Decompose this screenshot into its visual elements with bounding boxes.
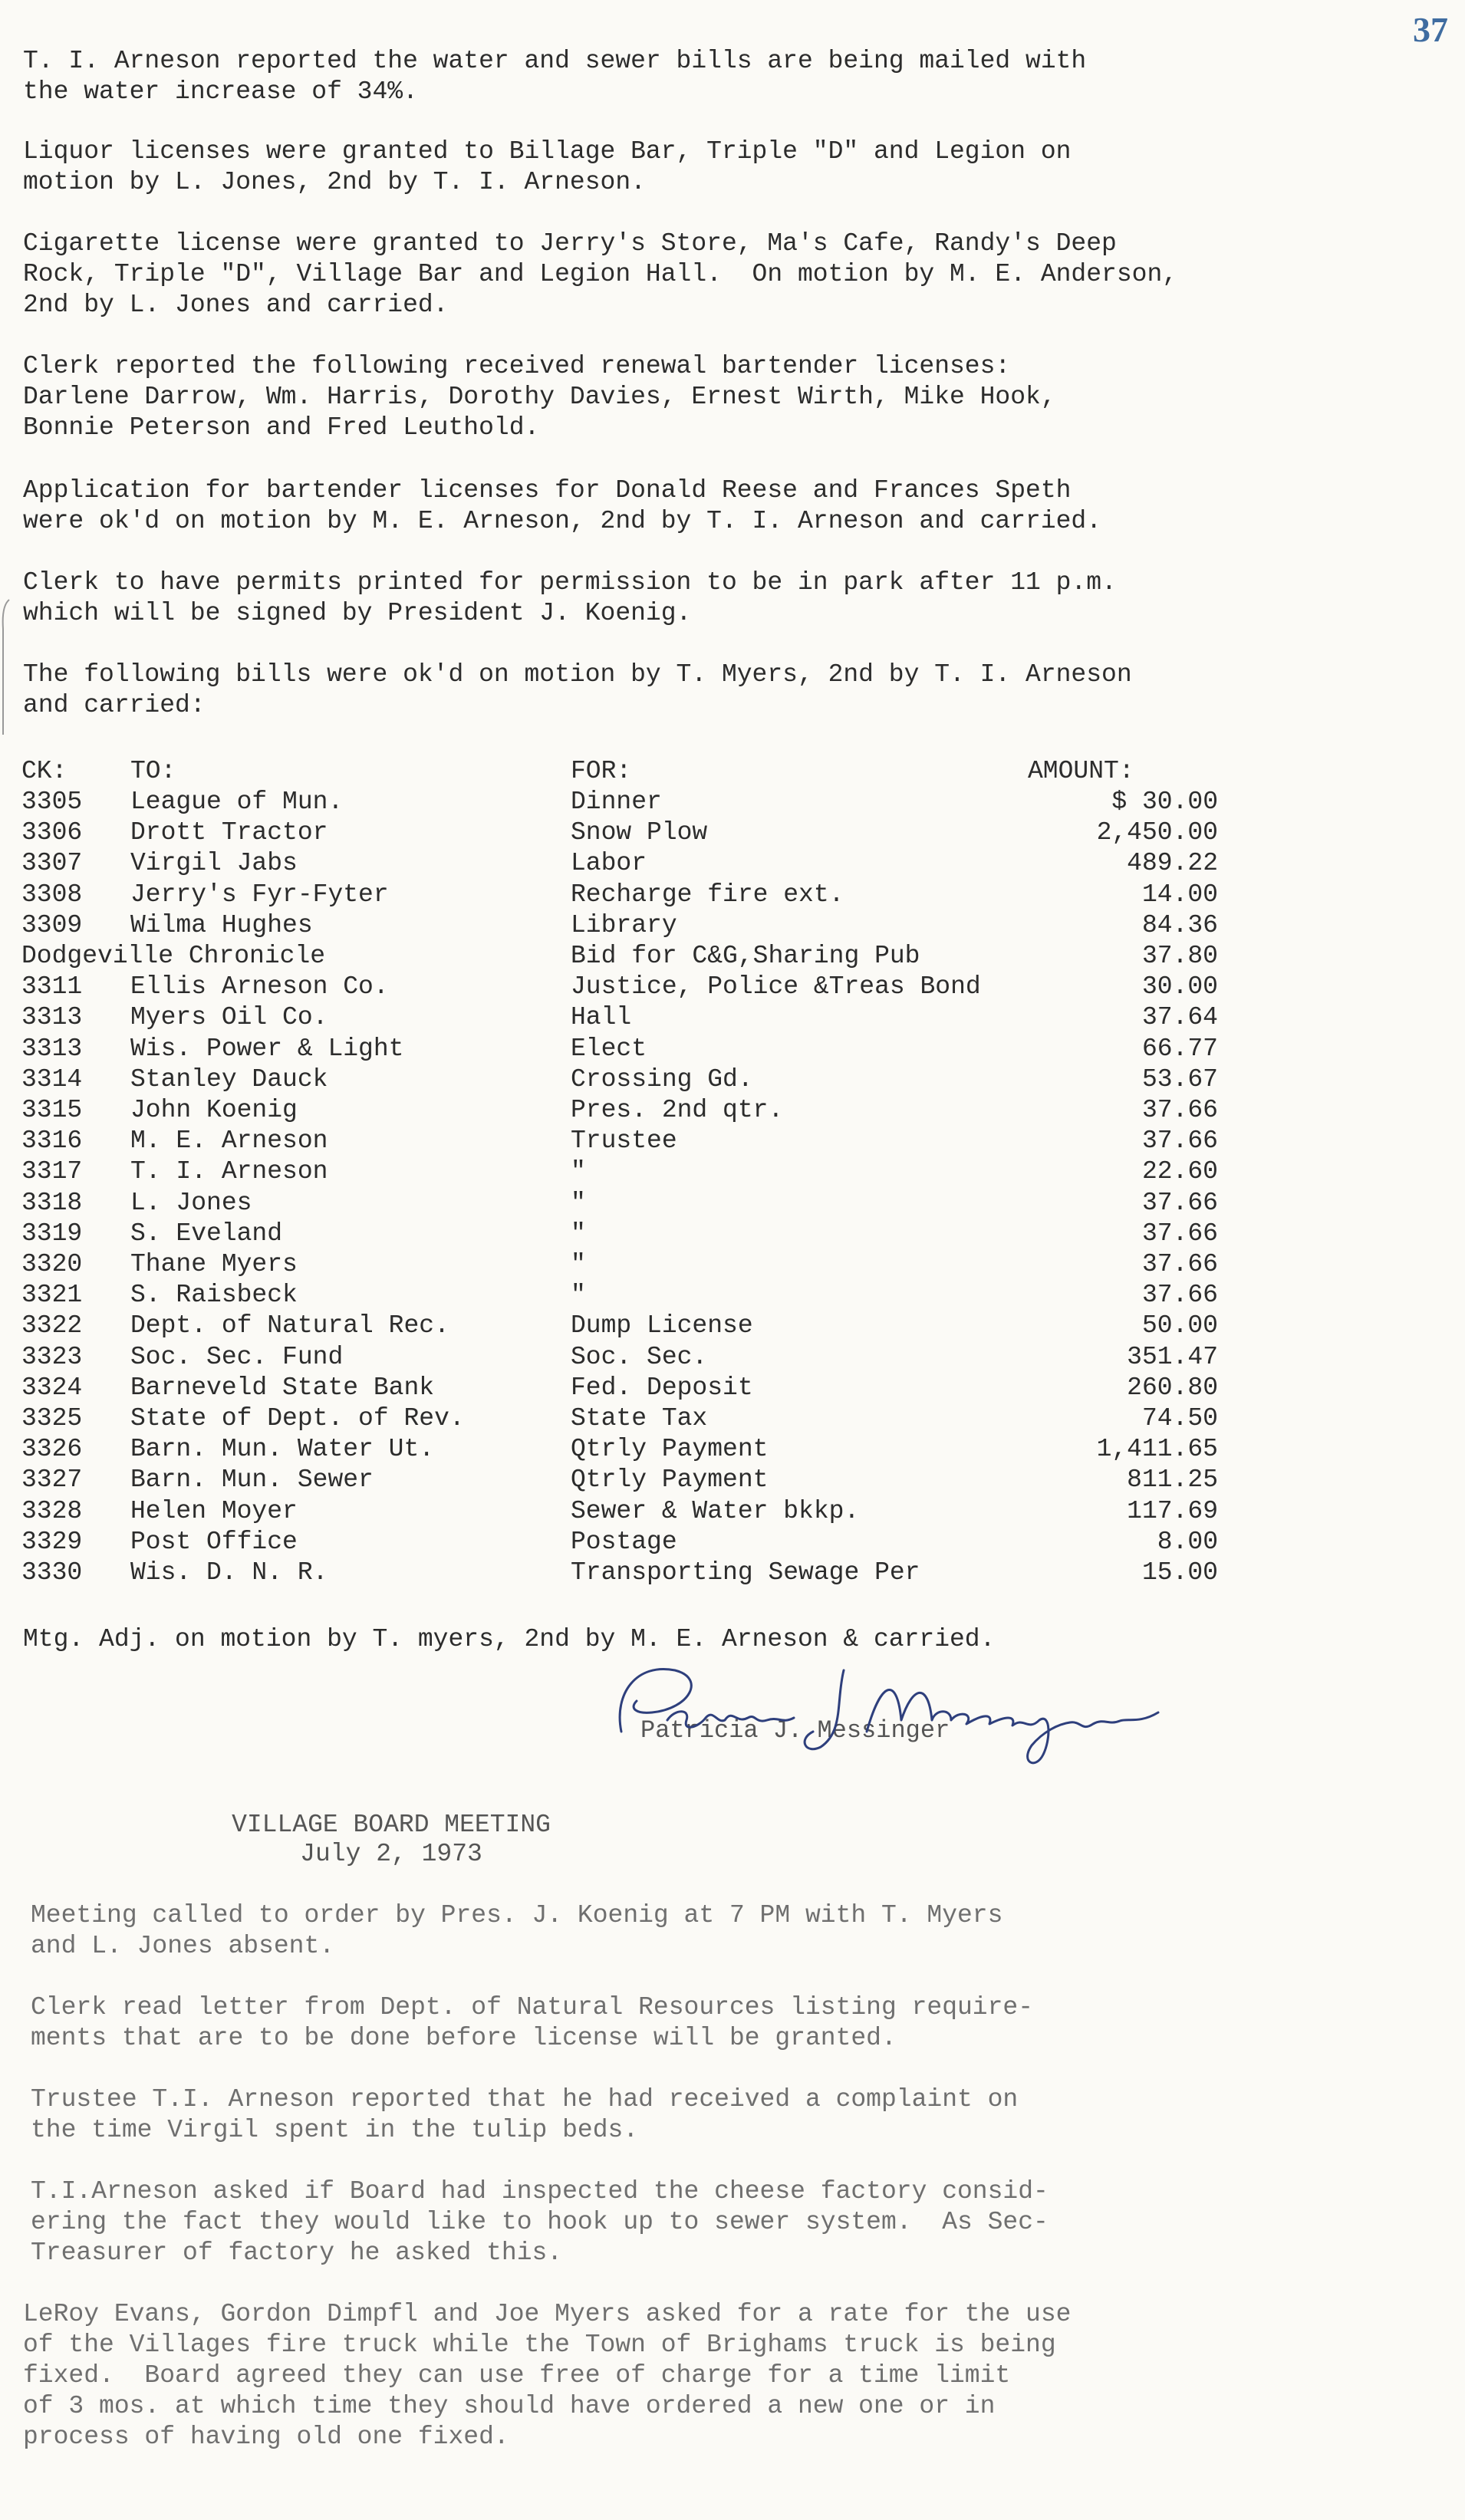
table-row (21, 1188, 1249, 1219)
bill-check-number: 3328 (21, 1496, 83, 1525)
bill-amount: 50.00 (1141, 1311, 1218, 1341)
bill-check-number: 3315 (21, 1096, 83, 1124)
handwritten-signature (591, 1647, 1189, 1770)
margin-bracket-mark (0, 598, 12, 736)
bill-payee: Virgil Jabs (130, 849, 298, 878)
bill-payee: State of Dept. of Rev. (130, 1404, 465, 1433)
table-row (21, 1219, 1249, 1249)
bill-amount: 1,411.65 (1096, 1435, 1218, 1464)
bill-payee: Soc. Sec. Fund (130, 1342, 344, 1371)
bill-payee: Drott Tractor (130, 818, 328, 847)
bill-check-number: 3329 (21, 1527, 83, 1556)
bill-check-number: 3311 (21, 972, 83, 1002)
bill-amount: 30.00 (1141, 972, 1218, 1002)
meeting-title: VILLAGE BOARD MEETING (232, 1811, 551, 1839)
bill-amount: $ 30.00 (1111, 788, 1218, 816)
table-row (21, 1373, 1249, 1403)
paragraph-bartender-applications: Application for bartender licenses for Donald Reese and Frances Speth were ok'd on motion by M. E. Arneson, 2nd by T. I. Arneson and carried. (23, 476, 1102, 535)
bill-amount: 37.66 (1141, 1250, 1218, 1278)
bill-purpose: Snow Plow (571, 818, 708, 847)
bill-payee: Stanley Dauck (130, 1064, 328, 1094)
bill-payee: Jerry's Fyr-Fyter (130, 880, 389, 909)
meeting-paragraph-cheese-factory: T.I.Arneson asked if Board had inspected the cheese factory consid- ering the fact they would like to hook up to sewer system. As Sec- Treasurer of factory he asked this. (31, 2177, 1049, 2267)
bill-check-number: 3318 (21, 1188, 83, 1217)
bills-table-header (21, 756, 1249, 787)
meeting-date: July 2, 1973 (300, 1840, 482, 1868)
meeting-paragraph-fire-truck: LeRoy Evans, Gordon Dimpfl and Joe Myers asked for a rate for the use of the Villages fire truck while the Town of Brighams truck is being fixed. Board agreed they can use free of charge for a time limit of 3 mos. at which time they should have ordered a new one or in process of having old one fixed. (23, 2300, 1072, 2451)
bill-amount: 489.22 (1127, 849, 1218, 878)
table-row (21, 1403, 1249, 1434)
bill-purpose: Labor (571, 849, 647, 878)
bill-check-number: 3330 (21, 1558, 83, 1587)
bill-payee: Wilma Hughes (130, 910, 313, 939)
table-row (21, 1311, 1249, 1341)
table-row (21, 1280, 1249, 1311)
bill-purpose: Elect (571, 1034, 647, 1063)
bill-check-number: 3313 (21, 1034, 83, 1063)
bill-amount: 22.60 (1141, 1157, 1218, 1186)
bill-payee: Myers Oil Co. (130, 1003, 328, 1032)
bill-amount: 66.77 (1141, 1034, 1218, 1063)
table-row (21, 1126, 1249, 1156)
table-row (21, 1064, 1249, 1095)
bill-purpose: Qtrly Payment (571, 1435, 769, 1464)
bill-payee: T. I. Arneson (130, 1157, 328, 1186)
bill-check-number: 3309 (21, 910, 83, 939)
bill-purpose: Crossing Gd. (571, 1064, 753, 1094)
bill-purpose: Hall (571, 1003, 632, 1032)
paragraph-water-sewer: T. I. Arneson reported the water and sewer bills are being mailed with the water increase of 34%. (23, 47, 1087, 106)
bill-check-number: 3320 (21, 1250, 83, 1278)
table-row (21, 1342, 1249, 1373)
bill-check-number: 3308 (21, 880, 83, 909)
bill-payee: Post Office (130, 1527, 298, 1556)
bill-payee: L. Jones (130, 1188, 252, 1217)
table-row (21, 787, 1249, 818)
paragraph-bartender-renewals: Clerk reported the following received renewal bartender licenses: Darlene Darrow, Wm. Harris, Dorothy Davies, Ernest Wirth, Mike Hook, Bonnie Peterson and Fred Leuthold. (23, 352, 1056, 442)
bill-purpose: Qtrly Payment (571, 1466, 769, 1495)
bill-purpose: Library (571, 910, 677, 939)
adjournment-line: Mtg. Adj. on motion by T. myers, 2nd by M. E. Arneson & carried. (23, 1625, 996, 1653)
bill-amount: 2,450.00 (1096, 818, 1218, 847)
meeting-paragraph-call-to-order: Meeting called to order by Pres. J. Koenig at 7 PM with T. Myers and L. Jones absent. (31, 1901, 1003, 1960)
paragraph-liquor-licenses: Liquor licenses were granted to Billage Bar, Triple "D" and Legion on motion by L. Jones, 2nd by T. I. Arneson. (23, 137, 1072, 196)
table-row (21, 1095, 1249, 1126)
bill-payee: Ellis Arneson Co. (130, 972, 389, 1002)
table-row (21, 1527, 1249, 1558)
bill-check-number: 3314 (21, 1064, 83, 1094)
bill-amount: 37.66 (1141, 1188, 1218, 1217)
bill-amount: 117.69 (1127, 1496, 1218, 1525)
bill-check-number: 3321 (21, 1281, 83, 1310)
table-row (21, 941, 1249, 972)
bill-purpose: Trustee (571, 1127, 677, 1156)
meeting-paragraph-tulip-complaint: Trustee T.I. Arneson reported that he had received a complaint on the time Virgil spent in the tulip beds. (31, 2085, 1019, 2144)
paragraph-cigarette-licenses: Cigarette license were granted to Jerry's Store, Ma's Cafe, Randy's Deep Rock, Triple "D", Village Bar and Legion Hall. On motion by M. E. Anderson, 2nd by L. Jones and carried. (23, 229, 1178, 319)
table-row (21, 818, 1249, 848)
table-row (21, 1465, 1249, 1495)
bill-payee: S. Raisbeck (130, 1281, 298, 1310)
bill-check-number: 3317 (21, 1157, 83, 1186)
table-row (21, 1002, 1249, 1033)
bill-purpose: Postage (571, 1527, 677, 1556)
table-row (21, 880, 1249, 910)
bill-purpose: Pres. 2nd qtr. (571, 1096, 784, 1124)
bill-amount: 8.00 (1157, 1527, 1218, 1556)
bill-payee: Barn. Mun. Water Ut. (130, 1435, 435, 1464)
bill-purpose: Sewer & Water bkkp. (571, 1496, 860, 1525)
meeting-paragraph-dnr-letter: Clerk read letter from Dept. of Natural Resources listing require- ments that are to be done before license will be granted. (31, 1993, 1034, 2052)
bill-amount: 37.66 (1141, 1281, 1218, 1310)
bill-payee: M. E. Arneson (130, 1127, 328, 1156)
table-row (21, 1034, 1249, 1064)
bill-amount: 37.80 (1141, 942, 1218, 970)
bill-amount: 37.66 (1141, 1127, 1218, 1156)
bill-check-number: 3307 (21, 849, 83, 878)
bill-check-number: 3316 (21, 1127, 83, 1156)
bill-payee: Barn. Mun. Sewer (130, 1466, 374, 1495)
bill-purpose: Justice, Police &Treas Bond (571, 972, 981, 1002)
bill-purpose: Dinner (571, 788, 662, 816)
bill-purpose: " (571, 1219, 586, 1248)
bill-amount: 84.36 (1141, 910, 1218, 939)
bill-check-number: 3325 (21, 1404, 83, 1433)
table-row (21, 910, 1249, 941)
bill-amount: 15.00 (1141, 1558, 1218, 1587)
bill-check-number: 3323 (21, 1342, 83, 1371)
bill-purpose: Transporting Sewage Per (571, 1558, 920, 1587)
header-for: FOR: (571, 757, 632, 785)
bill-payee: Wis. Power & Light (130, 1034, 404, 1063)
bill-check-number: Dodgeville Chronicle (21, 942, 326, 970)
header-to: TO: (130, 757, 176, 785)
bill-purpose: Bid for C&G,Sharing Pub (571, 942, 920, 970)
page-number: 37 (1413, 10, 1448, 49)
table-row (21, 1249, 1249, 1280)
bill-purpose: " (571, 1281, 586, 1310)
header-amount: AMOUNT: (1028, 757, 1134, 785)
table-row (21, 972, 1249, 1002)
table-row (21, 1156, 1249, 1187)
bill-check-number: 3306 (21, 818, 83, 847)
bill-payee: Dept. of Natural Rec. (130, 1311, 449, 1341)
bill-check-number: 3326 (21, 1435, 83, 1464)
bill-amount: 74.50 (1141, 1404, 1218, 1433)
bill-purpose: " (571, 1250, 586, 1278)
bill-check-number: 3324 (21, 1373, 83, 1402)
typed-signature-name: Patricia J. Messinger (640, 1716, 950, 1745)
table-row (21, 1558, 1249, 1588)
bill-check-number: 3327 (21, 1466, 83, 1495)
paragraph-bills-motion: The following bills were ok'd on motion by T. Myers, 2nd by T. I. Arneson and carried: (23, 660, 1132, 719)
table-row (21, 848, 1249, 879)
bill-purpose: Dump License (571, 1311, 753, 1341)
bill-amount: 53.67 (1141, 1064, 1218, 1094)
bill-payee: S. Eveland (130, 1219, 283, 1248)
bill-purpose: " (571, 1157, 586, 1186)
bill-purpose: State Tax (571, 1404, 708, 1433)
paragraph-park-permits: Clerk to have permits printed for permission to be in park after 11 p.m. which will be signed by President J. Koenig. (23, 568, 1117, 627)
bill-amount: 260.80 (1127, 1373, 1218, 1402)
bill-check-number: 3305 (21, 788, 83, 816)
table-row (21, 1434, 1249, 1465)
bill-purpose: Soc. Sec. (571, 1342, 708, 1371)
bill-amount: 14.00 (1141, 880, 1218, 909)
table-row (21, 1496, 1249, 1527)
bill-purpose: " (571, 1188, 586, 1217)
bill-amount: 811.25 (1127, 1466, 1218, 1495)
bill-amount: 37.66 (1141, 1096, 1218, 1124)
bill-amount: 37.64 (1141, 1003, 1218, 1032)
bill-amount: 37.66 (1141, 1219, 1218, 1248)
bill-payee: Barneveld State Bank (130, 1373, 435, 1402)
bill-check-number: 3313 (21, 1003, 83, 1032)
bill-payee: Helen Moyer (130, 1496, 298, 1525)
bill-payee: Wis. D. N. R. (130, 1558, 328, 1587)
bill-payee: League of Mun. (130, 788, 344, 816)
bill-amount: 351.47 (1127, 1342, 1218, 1371)
bill-payee: John Koenig (130, 1096, 298, 1124)
header-ck: CK: (21, 757, 67, 785)
bill-check-number: 3322 (21, 1311, 83, 1341)
bill-purpose: Recharge fire ext. (571, 880, 844, 909)
bill-check-number: 3319 (21, 1219, 83, 1248)
bill-payee: Thane Myers (130, 1250, 298, 1278)
bill-purpose: Fed. Deposit (571, 1373, 753, 1402)
